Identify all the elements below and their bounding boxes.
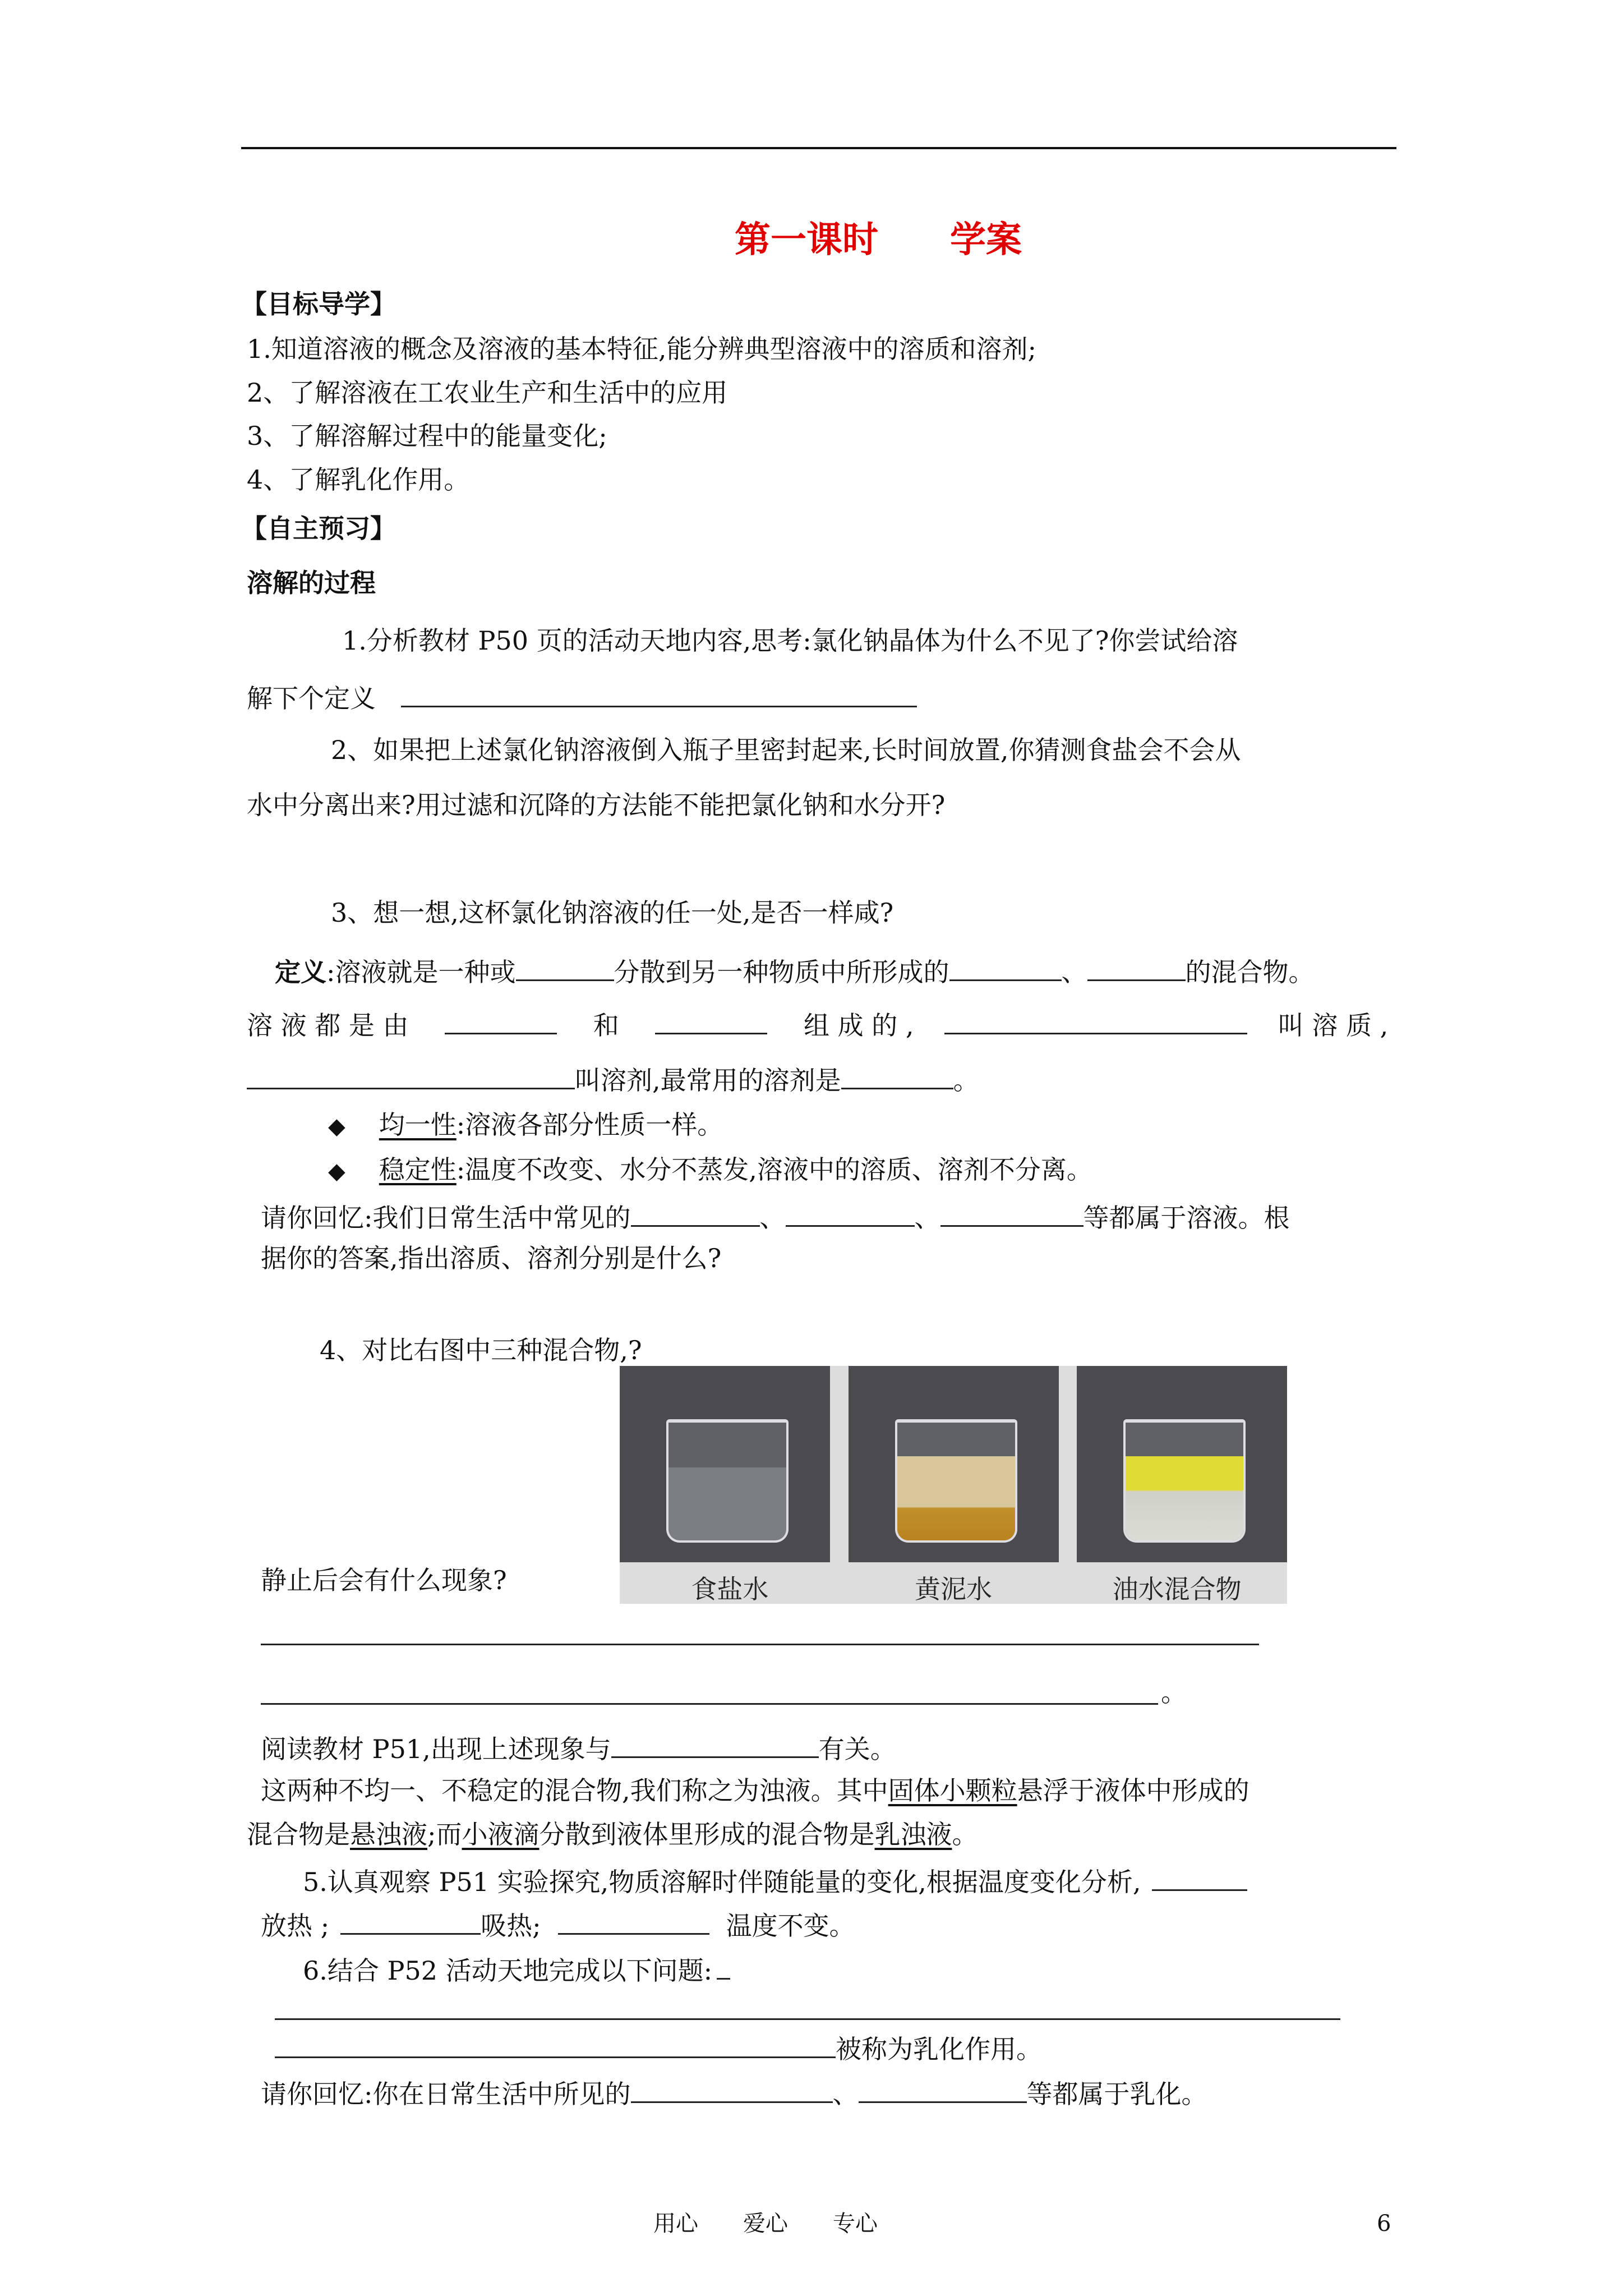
question-2-line-2: 水中分离出来?用过滤和沉降的方法能不能把氯化钠和水分开?	[247, 790, 946, 820]
question-5-text: 放热 ;	[261, 1911, 330, 1941]
question-2-line-1: 2、如果把上述氯化钠溶液倒入瓶子里密封起来,长时间放置,你猜测食盐会不会从	[331, 735, 1241, 765]
mixtures-photo	[620, 1366, 1287, 1604]
definition-text: 。	[953, 1065, 979, 1096]
salt-water-panel	[620, 1366, 830, 1562]
question-1-line-1: 1.分析教材 P50 页的活动天地内容,思考:氯化钠晶体为什么不见了?你尝试给溶	[342, 625, 1238, 656]
question-6-text: 6.结合 P52 活动天地完成以下问题:	[303, 1955, 713, 1986]
key-term: 乳浊液	[874, 1819, 952, 1849]
recall-text: 等都属于乳化。	[1026, 2079, 1207, 2109]
reading-text: ;而	[427, 1819, 462, 1849]
recall-text: 请你回忆:你在日常生活中所见的	[261, 2079, 631, 2109]
reading-text: 悬浮于液体中形成的	[1017, 1775, 1249, 1806]
page-title: 第一课时 学案	[735, 219, 1022, 261]
recall-solutions-line-2: 据你的答案,指出溶质、溶剂分别是什么?	[261, 1243, 722, 1273]
blank[interactable]	[631, 2076, 833, 2103]
question-6-line-3	[275, 2031, 1042, 2065]
answer-line[interactable]	[261, 1703, 1158, 1705]
question-6-line-1	[303, 1952, 730, 1986]
definition-text: 分散到另一种物质中所形成的	[614, 957, 949, 987]
solvent-blank[interactable]	[247, 1062, 575, 1089]
definition-text: :溶液就是一种或	[326, 957, 516, 987]
solute-blank[interactable]	[516, 954, 614, 981]
diamond-bullet-icon: ◆	[328, 1158, 345, 1184]
reading-text: 有关。	[818, 1734, 896, 1764]
blank[interactable]	[859, 2076, 1027, 2103]
goal-item: 2、了解溶液在工农业生产和生活中的应用	[247, 378, 728, 408]
goals-heading: 【目标导学】	[241, 289, 396, 319]
blank[interactable]	[1152, 1864, 1247, 1891]
reading-text: 。	[952, 1819, 978, 1849]
glass-icon	[666, 1419, 789, 1543]
recall-text: 请你回忆:我们日常生活中常见的	[261, 1203, 631, 1233]
goal-item: 1.知道溶液的概念及溶液的基本特征,能分辨典型溶液中的溶质和溶剂;	[247, 334, 1037, 364]
question-4-line-1: 4、对比右图中三种混合物,?	[320, 1335, 642, 1365]
blank[interactable]	[949, 954, 1062, 981]
key-term: 悬浊液	[350, 1819, 427, 1849]
recall-solutions-line-1	[261, 1199, 1290, 1234]
question-1-prompt: 解下个定义	[247, 683, 376, 714]
question-4-end: 。	[1161, 1677, 1187, 1708]
blank[interactable]	[558, 1907, 709, 1935]
property-uniformity	[328, 1110, 723, 1140]
footer-motto: 用心 爱心 专心	[653, 2211, 878, 2237]
key-term: 小液滴	[462, 1819, 540, 1849]
recall-text: 、	[759, 1203, 786, 1233]
blank[interactable]	[717, 1952, 730, 1980]
definition-line-1	[275, 954, 1315, 988]
question-6-text: 被称为乳化作用。	[836, 2034, 1042, 2064]
recall-text: 、	[832, 2079, 859, 2109]
definition-text: 和	[593, 1010, 619, 1041]
property-text: :温度不改变、水分不蒸发,溶液中的溶质、溶剂不分离。	[456, 1154, 1092, 1185]
oil-water-panel	[1077, 1366, 1287, 1562]
question-1-line-2	[247, 680, 917, 714]
reading-line-3	[247, 1819, 978, 1850]
definition-text: 组 成 的 ,	[804, 1010, 914, 1041]
blank[interactable]	[655, 1007, 767, 1034]
property-term: 稳定性	[379, 1154, 457, 1185]
goal-item: 3、了解溶解过程中的能量变化;	[247, 421, 607, 451]
common-solvent-blank[interactable]	[841, 1062, 953, 1089]
property-stability	[328, 1154, 1092, 1185]
blank[interactable]	[786, 1199, 915, 1227]
caption-oil-water: 油水混合物	[1112, 1574, 1242, 1604]
question-5-text: 吸热;	[481, 1911, 541, 1941]
key-term: 固体小颗粒	[888, 1775, 1017, 1806]
reading-text: 阅读教材 P51,出现上述现象与	[261, 1734, 611, 1764]
definition-text: 、	[1061, 957, 1087, 987]
caption-mud-water: 黄泥水	[914, 1574, 992, 1604]
blank[interactable]	[940, 1199, 1083, 1227]
preview-heading: 【自主预习】	[241, 513, 396, 544]
page-number: 6	[1377, 2211, 1391, 2237]
answer-line[interactable]	[261, 1644, 1259, 1645]
definition-text: 溶 液 都 是 由	[247, 1010, 409, 1041]
blank[interactable]	[1087, 954, 1186, 981]
caption-salt-water: 食盐水	[691, 1574, 769, 1604]
question-5-text: 温度不变。	[726, 1911, 855, 1941]
definition-text: 叫溶剂,最常用的溶剂是	[575, 1065, 841, 1096]
question-5-text: 5.认真观察 P51 实验探究,物质溶解时伴随能量的变化,根据温度变化分析,	[303, 1867, 1141, 1897]
definition-text: 的混合物。	[1185, 957, 1315, 987]
section-subheading: 溶解的过程	[247, 568, 376, 598]
blank[interactable]	[340, 1907, 481, 1935]
question-3: 3、想一想,这杯氯化钠溶液的任一处,是否一样咸?	[331, 898, 894, 928]
question-5-line-1	[303, 1864, 1247, 1898]
goal-item: 4、了解乳化作用。	[247, 464, 470, 495]
recall-text: 、	[914, 1203, 940, 1233]
reading-line-2	[261, 1775, 1249, 1806]
question-5-line-2	[261, 1907, 855, 1941]
definition-label: 定义	[275, 957, 326, 987]
property-text: :溶液各部分性质一样。	[456, 1110, 723, 1140]
recall-text: 等都属于溶液。根	[1083, 1203, 1290, 1233]
mud-water-panel	[849, 1366, 1059, 1562]
reading-text: 这两种不均一、不稳定的混合物,我们称之为浊液。其中	[261, 1775, 888, 1806]
definition-text: 叫 溶 质 ,	[1278, 1010, 1389, 1041]
glass-icon	[1123, 1419, 1246, 1543]
reading-line-1	[261, 1731, 896, 1765]
definition-line-3	[247, 1062, 979, 1096]
blank[interactable]	[445, 1007, 557, 1034]
recall-emulsification	[261, 2076, 1207, 2110]
diamond-bullet-icon: ◆	[328, 1114, 345, 1139]
definition-line-2	[247, 1007, 1389, 1041]
blank[interactable]	[275, 2031, 836, 2058]
blank[interactable]	[631, 1199, 760, 1227]
reading-text: 分散到液体里形成的混合物是	[539, 1819, 875, 1849]
blank[interactable]	[944, 1007, 1247, 1034]
glass-icon	[895, 1419, 1017, 1543]
answer-line[interactable]	[275, 2018, 1340, 2020]
blank[interactable]	[611, 1731, 819, 1758]
definition-blank[interactable]	[401, 680, 917, 707]
question-4-line-2: 静止后会有什么现象?	[261, 1565, 507, 1595]
property-term: 均一性	[379, 1110, 457, 1140]
header-rule	[241, 147, 1396, 149]
reading-text: 混合物是	[247, 1819, 350, 1849]
